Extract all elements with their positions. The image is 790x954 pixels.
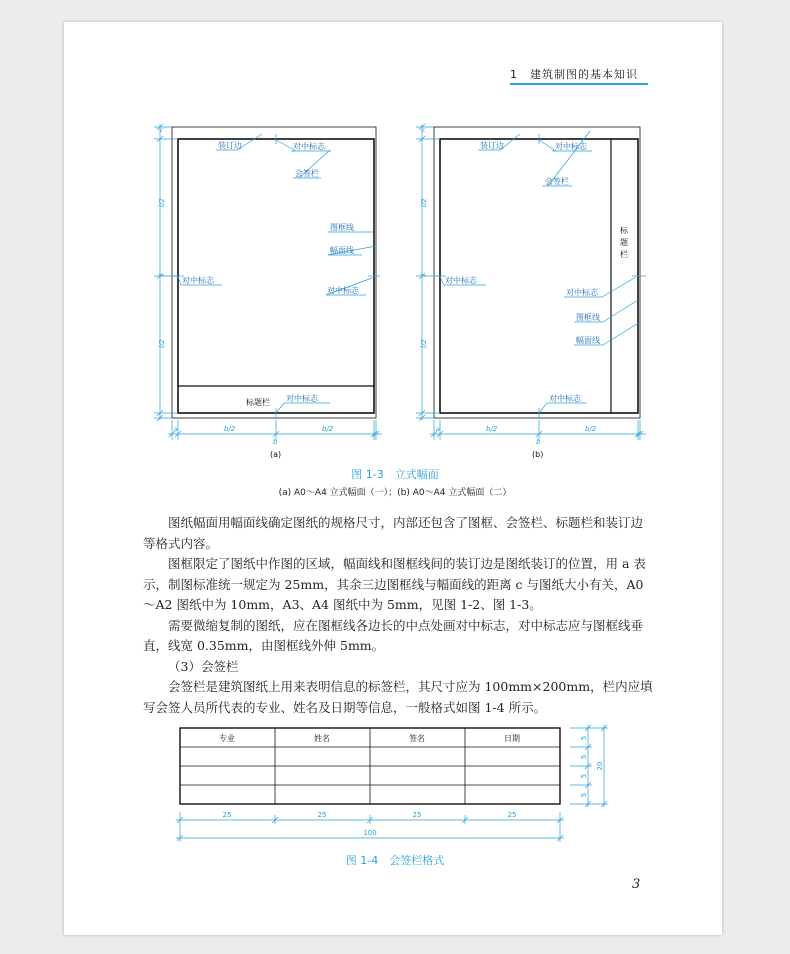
fig-b-sheet-line-label: 幅面线	[576, 336, 600, 345]
figure-a-drawing	[172, 127, 376, 418]
fig-b-binding-label: 装订边	[480, 141, 504, 150]
section-heading: （3）会签栏	[168, 658, 239, 674]
fig-a-center-mark-label-right: 对中标志	[327, 286, 359, 295]
fig-b-dim-c-top: c	[422, 127, 426, 134]
dim-col-3: 25	[412, 811, 422, 819]
fig-b-signature-label: 会签栏	[545, 177, 569, 186]
fig-b-dim-b: b	[536, 438, 541, 446]
fig-b-title-char-2: 题	[620, 238, 628, 247]
dim-row-3: 5	[580, 773, 588, 779]
fig-b-title-char-3: 栏	[620, 250, 628, 259]
figure-b-drawing	[434, 127, 640, 418]
dim-col-1: 25	[222, 811, 232, 819]
fig-b-sublabel: (b)	[532, 450, 544, 459]
fig-b-dim-a: a	[436, 426, 440, 433]
fig-a-frame-line-label: 图框线	[330, 223, 354, 232]
fig-a-title-block-label: 标题栏	[246, 398, 270, 407]
figure-1-3-subcaption: (a) A0～A4 立式幅面（一）；(b) A0～A4 立式幅面（二）	[278, 488, 512, 498]
fig-b-center-mark-label: 对中标志	[555, 142, 587, 151]
fig-b-title-char-1: 标	[620, 226, 628, 235]
fig-a-center-mark-label: 对中标志	[293, 142, 325, 151]
fig-a-dim-c-top: c	[160, 127, 164, 134]
figure-1-3	[0, 0, 790, 470]
fig-b-center-mark-label-bottom: 对中标志	[549, 394, 581, 403]
fig-a-signature-label: 会签栏	[295, 169, 319, 178]
fig-a-sublabel: (a)	[270, 450, 282, 459]
fig-b-dim-l: l	[420, 274, 428, 276]
fig-a-center-mark-label-bottom: 对中标志	[286, 394, 318, 403]
fig-a-dim-l-half-bottom: l/2	[158, 339, 166, 348]
fig-a-dim-l: l	[158, 274, 166, 276]
fig-a-binding-label: 装订边	[218, 141, 242, 150]
paragraph-4: 会签栏是建筑图纸上用来表明信息的标签栏，其尺寸应为 100mm×200mm，栏内应填写会签人员所代表的专业、姓名及日期等信息，一般格式如图 1-4 所示。	[143, 679, 653, 715]
dim-row-2: 5	[580, 754, 588, 760]
dim-row-4: 5	[580, 792, 588, 798]
paragraph-2: 图框限定了图纸中作图的区域，幅面线和图框线间的装订边是图纸装订的位置，用 a 表示，制图标准统一规定为 25mm，其余三边图框线与幅面线的距离 c 与图纸大小有关，A0～A2 图纸中为 10mm，A3、A4 图纸中为 5mm，见图 1-2、图 1-3。	[143, 556, 646, 612]
figure-1-3-caption: 图 1-3 立式幅面	[351, 468, 439, 481]
table-header-date: 日期	[504, 734, 520, 743]
paragraph-3: 需要微缩复制的图纸，应在图框线各边长的中点处画对中标志，对中标志应与图框线垂直，线宽 0.35mm，由图框线外伸 5mm。	[143, 617, 644, 653]
fig-b-frame-line-label: 图框线	[576, 313, 600, 322]
body-text	[143, 513, 653, 718]
fig-a-dim-a: a	[174, 426, 178, 433]
table-header-name: 姓名	[314, 734, 330, 743]
dim-col-2: 25	[317, 811, 327, 819]
fig-b-dim-b-half-right: b/2	[585, 425, 597, 433]
fig-b-dim-l-half-bottom: l/2	[420, 339, 428, 348]
figure-1-4-caption: 图 1-4 会签栏格式	[345, 854, 445, 867]
fig-b-center-mark-label-right: 对中标志	[566, 288, 598, 297]
dim-total-height: 20	[596, 761, 604, 771]
figure-1-4-dimensions	[176, 725, 608, 842]
fig-b-center-mark-label-left: 对中标志	[445, 276, 477, 285]
figure-1-4-table	[0, 720, 790, 850]
dim-total-width: 100	[363, 829, 377, 837]
dim-col-4: 25	[507, 811, 517, 819]
fig-a-dim-b-half-right: b/2	[322, 425, 334, 433]
paragraph-1: 图纸幅面用幅面线确定图纸的规格尺寸，内部还包含了图框、会签栏、标题栏和装订边等格式内容。	[143, 515, 644, 551]
fig-b-dim-l-half-top: l/2	[420, 198, 428, 207]
page-number: 3	[632, 877, 641, 892]
dim-row-1: 5	[580, 735, 588, 741]
fig-a-center-mark-label-left: 对中标志	[182, 276, 214, 285]
table-header-major: 专业	[219, 734, 235, 743]
fig-a-sheet-line-label: 幅面线	[330, 246, 354, 255]
fig-b-dim-b-half-left: b/2	[486, 425, 498, 433]
table-header-signature: 签名	[409, 734, 425, 743]
fig-a-dim-l-half-top: l/2	[158, 198, 166, 207]
fig-a-dim-b-half-left: b/2	[224, 425, 236, 433]
running-head: 1 建筑制图的基本知识	[510, 68, 638, 81]
fig-a-dim-b: b	[273, 438, 278, 446]
